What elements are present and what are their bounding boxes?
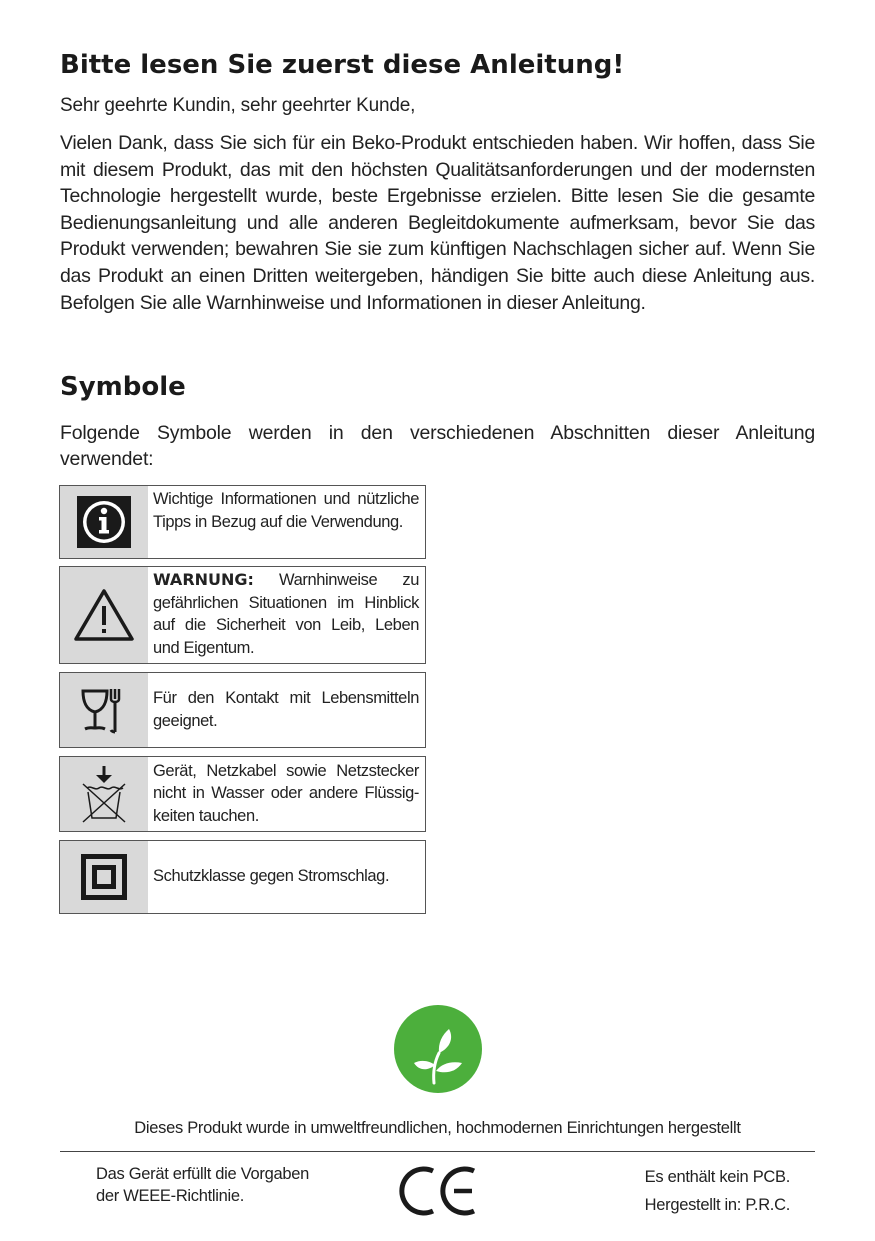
symbol-text-food: Für den Kontakt mit Lebensmitteln geeignet. — [153, 689, 419, 730]
footer-divider — [60, 1151, 815, 1152]
symbols-intro: Folgende Symbole werden in den verschiedenen Abschnitten dieser Anleitung verwendet: — [60, 422, 815, 470]
protection-class-icon — [60, 841, 148, 913]
weee-line-1: Das Gerät erfüllt die Vorgaben — [96, 1165, 309, 1183]
symbol-row-immerse — [59, 756, 426, 832]
origin-text: Hergestellt in: P.R.C. — [644, 1196, 790, 1214]
symbol-text-warning — [148, 567, 425, 663]
pcb-text: Es enthält kein PCB. — [644, 1168, 790, 1186]
food-contact-icon — [60, 673, 148, 747]
warning-triangle-icon — [60, 567, 148, 663]
symbol-row-warning — [59, 566, 426, 664]
symbol-text-protection: Schutzklasse gegen Stromschlag. — [153, 867, 390, 886]
weee-note — [96, 1163, 356, 1207]
ce-mark-icon — [399, 1165, 477, 1217]
symbol-text-info: Wichtige Informationen und nützliche Tipps in Bezug auf die Verwendung. — [153, 490, 419, 531]
intro-paragraph: Vielen Dank, dass Sie sich für ein Beko-Produkt entschieden haben. Wir hoffen, dass Sie mit diesem Produkt, das mit den höchsten Qualitätsanforderungen und der modernsten Technologie hergestellt wurde, beste Ergebnisse erzielen. Bitte lesen Sie die gesamte Bedienungsanleitung und alle anderen Begleitdokumente aufmerksam, bevor Sie das Produkt verwenden; bewahren Sie sie zum künftigen Nachschlagen sicher auf. Wenn Sie das Produkt an einen Dritten weitergeben, händigen Sie bitte auch diese Anleitung aus. Befolgen Sie alle Warnhinweise und Informationen in dieser Anleitung. — [60, 132, 815, 314]
symbol-row-protection — [59, 840, 426, 914]
info-icon — [60, 486, 148, 558]
symbol-row-info — [59, 485, 426, 559]
do-not-immerse-icon — [60, 757, 148, 831]
symbols-heading: Symbole — [60, 372, 186, 402]
weee-line-2: der WEEE-Richtlinie. — [96, 1187, 245, 1205]
page-title: Bitte lesen Sie zuerst diese Anleitung! — [60, 50, 625, 80]
greeting: Sehr geehrte Kundin, sehr geehrter Kunde, — [60, 95, 416, 116]
symbol-row-food — [59, 672, 426, 748]
warning-description: Warnhinweise zu gefährlichen Situationen im Hinblick auf die Sicherheit von Leib, Leben und Eigentum. — [153, 571, 419, 657]
pcb-note — [645, 1163, 790, 1219]
warning-label: WARNUNG: — [153, 570, 254, 589]
leaf-icon — [394, 1005, 482, 1093]
symbol-text-immerse: Gerät, Netzkabel sowie Netzstecker nicht in Wasser oder andere Flüssig-keiten tauchen. — [153, 761, 419, 825]
eco-caption: Dieses Produkt wurde in umweltfreundlichen, hochmodernen Einrichtungen hergestellt — [134, 1119, 741, 1137]
